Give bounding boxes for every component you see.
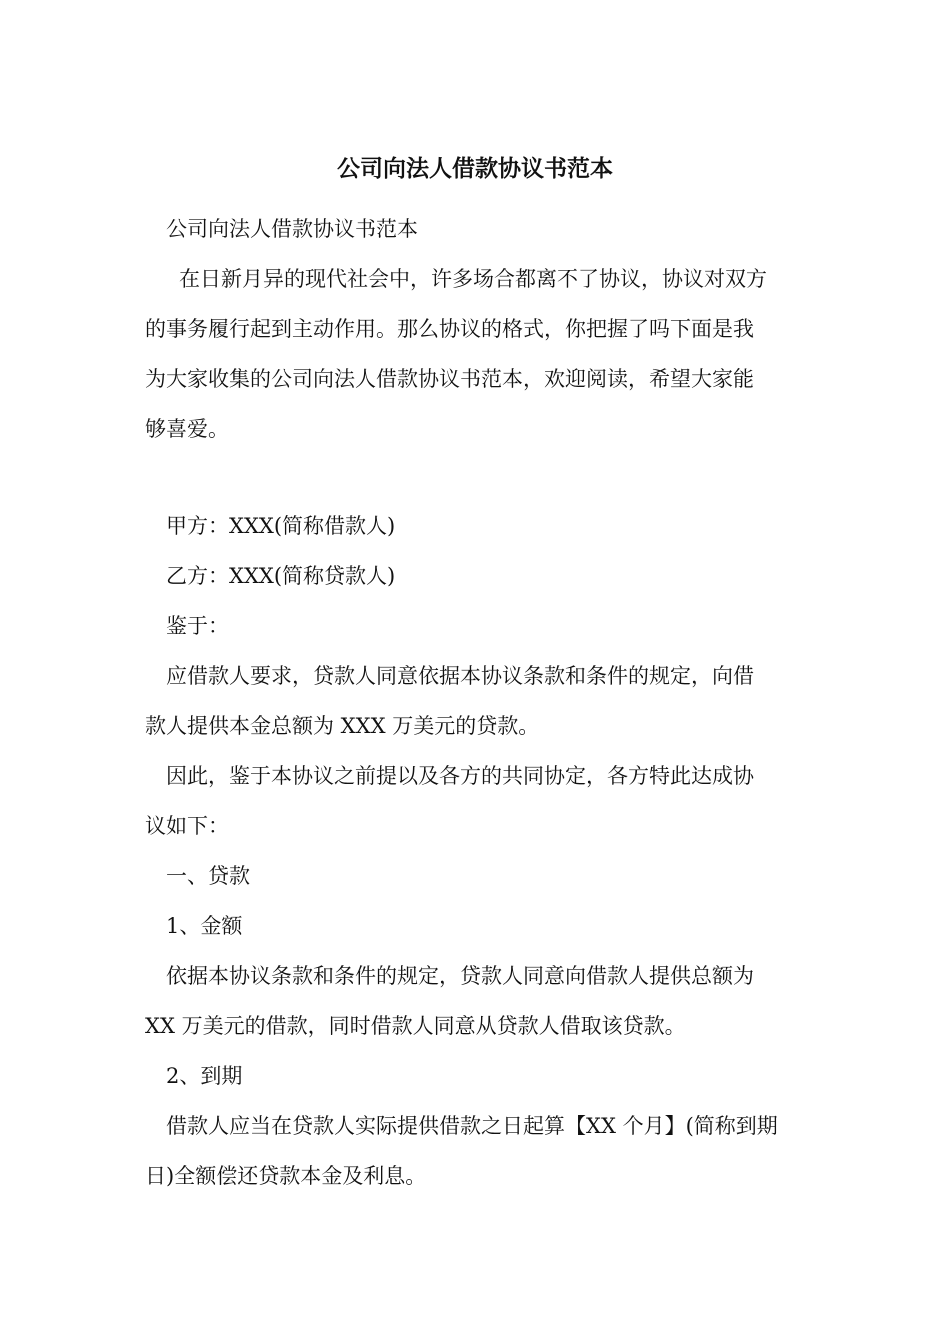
document-body <box>145 204 807 1201</box>
body-line: 鉴于： <box>166 614 229 638</box>
body-line: 公司向法人借款协议书范本 <box>166 217 418 241</box>
paragraph-gap <box>145 454 807 501</box>
body-line: 够喜爱。 <box>145 417 229 441</box>
body-line: 应借款人要求，贷款人同意依据本协议条款和条件的规定，向借 <box>166 664 754 688</box>
body-line: 日)全额偿还贷款本金及利息。 <box>145 1164 427 1188</box>
body-line: 的事务履行起到主动作用。那么协议的格式，你把握了吗下面是我 <box>145 317 754 341</box>
body-line: 依据本协议条款和条件的规定，贷款人同意向借款人提供总额为 <box>166 964 754 988</box>
body-line: 议如下： <box>145 814 229 838</box>
document-title: 公司向法人借款协议书范本 <box>337 155 613 182</box>
body-line: 在日新月异的现代社会中，许多场合都离不了协议，协议对双方 <box>179 267 767 291</box>
body-line: 乙方：XXX(简称贷款人) <box>166 564 396 588</box>
body-line: 因此，鉴于本协议之前提以及各方的共同协定，各方特此达成协 <box>166 764 754 788</box>
body-line: 款人提供本金总额为 XXX 万美元的贷款。 <box>145 714 540 738</box>
body-line: XX 万美元的借款，同时借款人同意从贷款人借取该贷款。 <box>145 1014 686 1038</box>
body-line: 借款人应当在贷款人实际提供借款之日起算【XX 个月】(简称到期 <box>166 1114 778 1138</box>
section-heading: 一、贷款 <box>166 864 250 888</box>
subsection-heading: 2、到期 <box>166 1064 243 1088</box>
body-line: 为大家收集的公司向法人借款协议书范本，欢迎阅读，希望大家能 <box>145 367 754 391</box>
body-line: 甲方：XXX(简称借款人) <box>166 514 396 538</box>
subsection-heading: 1、金额 <box>166 914 243 938</box>
